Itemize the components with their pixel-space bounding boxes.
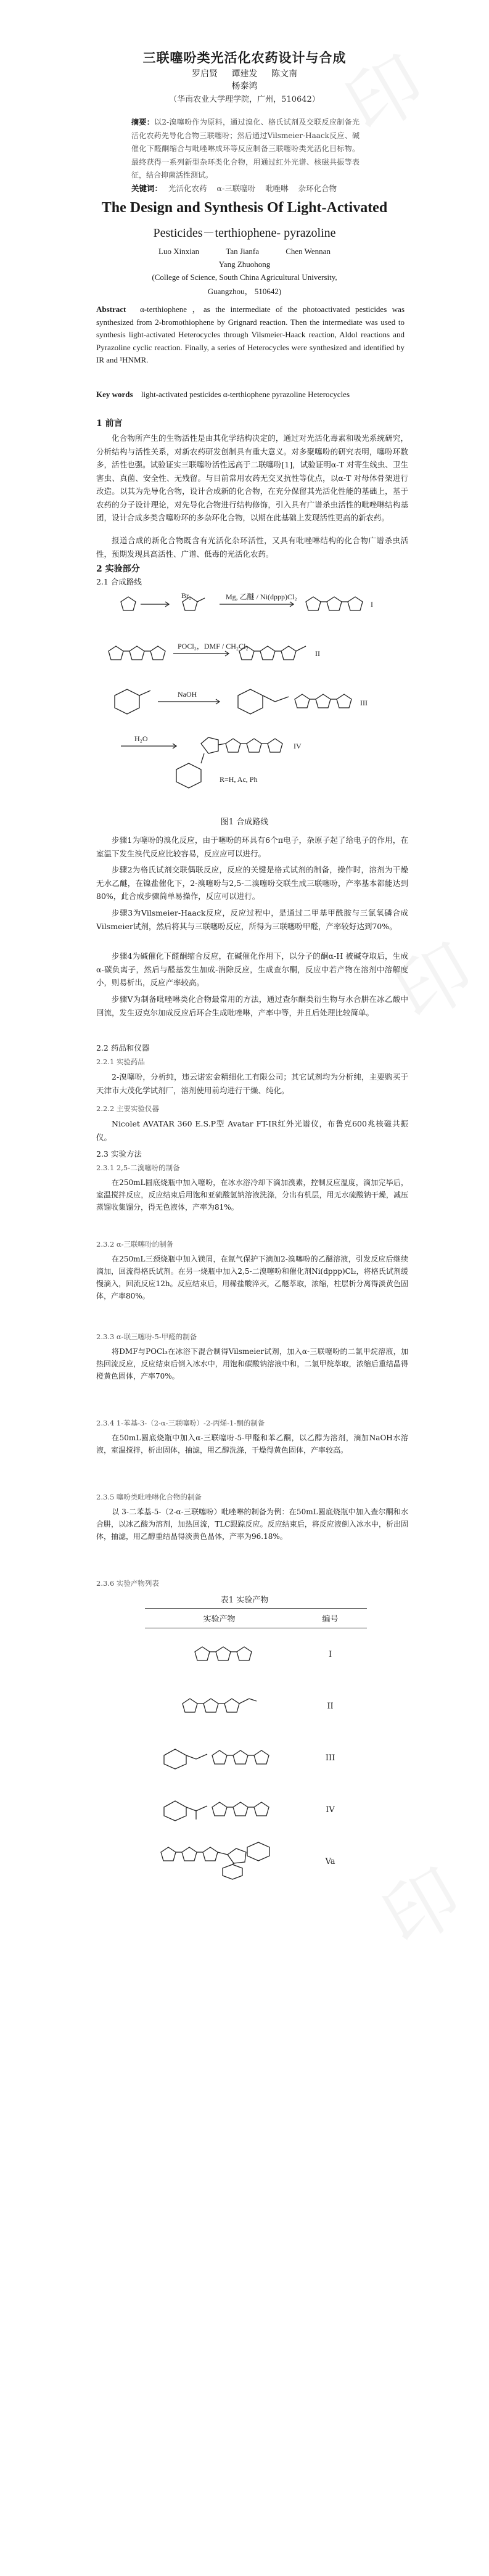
reagent-label: NaOH xyxy=(178,690,197,699)
thiophene-ring xyxy=(260,646,275,660)
english-author: Tan Jianfa xyxy=(226,247,259,256)
benzene-ring xyxy=(176,763,201,788)
subsubsection-heading: 2.2.2 主要实验仪器 xyxy=(96,1104,159,1113)
english-abstract-text: α-terthiophene ，as the intermediate of the photoactivated pesticides was synthesized from 2-bromothiophene by Grignard reaction. Then the intermediate was used to synthesis light-activated Heterocycles through Vilsmeier-Haack reaction, Aldol reactions and Pyrazoline cyclic reaction. Finally, a series of Heterocycles were synthesized and identified by IR and ¹HNMR. xyxy=(96,305,405,364)
paragraph: 步骤4为碱催化下醛酮缩合反应，在碱催化作用下，以分子的酮α-H 被碱夺取后，生成α-碳负离子，然后与醛基发生加成-消除反应，生成查尔酮，反应中若产物在溶剂中溶解度小，则易析出，反应产率较高。 xyxy=(96,951,408,987)
figure-caption: 图1 合成路线 xyxy=(220,818,269,827)
paragraph: Nicolet AVATAR 360 E.S.P型 Avatar FT-IR红外光谱仪，布鲁克600兆核磁共振仪。 xyxy=(96,1119,408,1142)
thiophene-ring xyxy=(295,694,310,708)
table-row xyxy=(145,1628,367,1681)
english-keywords-text: light-activated pesticides α-terthiophene pyrazoline Heterocycles xyxy=(141,390,350,399)
subsection-heading: 2.3 实验方法 xyxy=(96,1149,142,1159)
table-title: 表1 实验产物 xyxy=(220,1596,269,1605)
molecule-structure xyxy=(145,1732,294,1784)
author-name: 罗启贤 xyxy=(192,69,218,79)
english-title-line2: Pesticides－terthiophene- pyrazoline xyxy=(153,226,336,240)
thiophene-ring xyxy=(109,646,123,660)
watermark: 印 xyxy=(332,39,439,152)
product-number: II xyxy=(327,1701,334,1711)
subsubsection-heading: 2.3.4 1-苯基-3-（2-α-三联噻吩）-2-丙烯-1-酮的制备 xyxy=(96,1419,265,1427)
structure-drawing xyxy=(158,1795,281,1822)
table-header-cell: 实验产物 xyxy=(145,1609,294,1628)
paragraph: 在250mL圆底烧瓶中加入噻吩，在冰水浴冷却下滴加溴素，控制反应温度，滴加完毕后，室温搅拌反应，反应结束后用饱和亚硫酸氢钠溶液洗涤，分出有机层，用无水硫酸钠干燥，减压蒸馏收集馏分，得无色液体，产率为81%。 xyxy=(96,1178,408,1212)
product-number: Va xyxy=(325,1856,335,1866)
subsection-heading: 2.1 合成路线 xyxy=(96,577,142,586)
paragraph: 在50mL圆底烧瓶中加入α-三联噻吩-5-甲醛和苯乙酮，以乙醇为溶剂，滴加NaOH水溶液，室温搅拌，析出固体，抽滤，用乙醇洗涤，干燥得黄色固体，产率较高。 xyxy=(96,1434,408,1454)
english-abstract-label: Abstract xyxy=(96,305,126,314)
paragraph: 步骤1为噻吩的溴化反应，由于噻吩的环具有6个π电子，杂原子起了给电子的作用，在室温下发生溴代反应比较容易，反应应可以进行。 xyxy=(96,835,408,858)
table-row xyxy=(145,1784,367,1836)
compound-label: III xyxy=(360,699,368,707)
keyword: 吡唑啉 xyxy=(265,184,289,193)
thiophene-ring xyxy=(268,739,282,752)
keywords-cn xyxy=(131,183,378,194)
paragraph: 报道合成的新化合物既含有光活化杂环活性，又具有吡唑啉结构的化合物广谱杀虫活性，预期发现具高活性、广谱、低毒的光活化农药。 xyxy=(96,536,408,559)
benzene-ring xyxy=(115,689,139,714)
author-name: 陈文南 xyxy=(271,69,297,79)
structure-drawing xyxy=(158,1743,281,1770)
abstract-cn xyxy=(131,116,360,183)
paragraph: 在250mL三颈烧瓶中加入镁屑，在氮气保护下滴加2-溴噻吩的乙醚溶液，引发反应后继续滴加，回流得格氏试剂。在另一烧瓶中加入2,5-二溴噻吩和催化剂Ni(dppp)Cl₂，将格氏试剂缓慢滴入，回流反应12h。反应结束后，用稀盐酸淬灭，乙醚萃取，浓缩，柱层析分离得淡黄色固体，产率80%。 xyxy=(96,1255,408,1300)
subsubsection-heading: 2.3.2 α-三联噻吩的制备 xyxy=(96,1240,174,1249)
paragraph: 2-溴噻吩，分析纯，违云诺宏金精细化工有限公司；其它试剂均为分析纯，主要购买于天津市大茂化学试剂厂，溶剂使用前均进行干燥、纯化。 xyxy=(96,1072,408,1095)
paragraph: 以 3-二苯基-5-（2-α-三联噻吩）吡唑啉的制备为例：在50mL圆底烧瓶中加入查尔酮和水合肼，以冰乙酸为溶剂，加热回流，TLC跟踪反应。反应结束后，将反应液倒入冰水中，析出固体，抽滤，用乙醇重结晶得淡黄色晶体，产率为96.18%。 xyxy=(96,1507,408,1541)
subsubsection-heading: 2.2.1 实验药品 xyxy=(96,1057,145,1066)
structure-drawing xyxy=(155,1839,284,1882)
english-author-list xyxy=(0,247,489,256)
thiophene-ring xyxy=(247,739,261,752)
product-number: I xyxy=(328,1649,332,1659)
thiophene-ring xyxy=(121,597,136,610)
paper-title: 三联噻吩类光活化农药设计与合成 xyxy=(142,51,347,65)
thiophene-ring xyxy=(129,646,144,660)
section-heading: 1 前言 xyxy=(96,419,123,429)
thiophene-ring xyxy=(306,597,321,610)
author-list xyxy=(0,67,489,80)
benzene-ring xyxy=(238,689,263,714)
english-keywords-label: Key words xyxy=(96,390,133,399)
english-author: Yang Zhuohong xyxy=(218,260,271,269)
paragraph: 化合物所产生的生物活性是由其化学结构决定的，通过对光活化毒素和吸光系统研究，分析结构与活性关系，对新农药研发创制具有重大意义。对多聚噻吩的研究表明，噻吩环数多，活性也强。试验证实三联噻吩活性远高于二联噻吩[1]，试验证明α-T 对寄生线虫、卫生害虫、真菌、安全性、无残留。与目前常用农药无交叉抗性等优点，以α-T 对母体骨架进行改造。以其为先导化合物，设计合成新的化合物，在充分保留其光活化性能的基础上，基于农药的分子设计理论，对先导化合物进行结构修饰，引入具有广谱杀虫活性的吡唑啉结构基团，设计合成多类含噻吩环的多杂环化合物，以期在此基础上发现活性更高的新农药。 xyxy=(96,433,408,522)
pyrazoline-ring xyxy=(201,737,218,753)
abstract-label: 摘要： xyxy=(131,118,155,126)
subsubsection-heading: 2.3.1 2,5-二溴噻吩的制备 xyxy=(96,1163,180,1172)
product-number: III xyxy=(325,1753,335,1763)
english-author: Chen Wennan xyxy=(286,247,331,256)
r-group-label: R=H, Ac, Ph xyxy=(220,775,258,784)
products-table xyxy=(145,1608,367,1887)
compound-label: II xyxy=(315,649,320,658)
thiophene-ring xyxy=(327,597,342,610)
keyword: 杂环化合物 xyxy=(298,184,337,193)
paragraph: 步骤V为制备吡唑啉类化合物最常用的方法，通过查尔酮类衍生物与水合肼在冰乙酸中回流，发生迈克尔加成反应后环合生成吡唑啉，产率中等，并且后处理比较简单。 xyxy=(96,995,408,1017)
keyword: α-三联噻吩 xyxy=(216,184,256,193)
keyword: 光活化农药 xyxy=(168,184,207,193)
bond xyxy=(197,598,205,602)
synthesis-scheme-figure xyxy=(96,585,408,806)
abstract-text: 以2-溴噻吩作为原料，通过溴化、格氏试剂及交联反应制备光活化农药先导化合物三联噻吩；然后通过Vilsmeier-Haack反应、碱催化下醛酮缩合与吡唑啉成环等反应制备三联噻吩类光活化目标物。最终获得一系列新型杂环类化合物，用通过红外光谱、核磁共振等表征，结合抑菌活性测试。 xyxy=(131,118,360,179)
thiophene-ring xyxy=(281,646,296,660)
product-number: IV xyxy=(326,1805,335,1815)
subsubsection-heading: 2.3.3 α-联三噻吩-5-甲醛的制备 xyxy=(96,1332,197,1341)
molecule-structure xyxy=(145,1784,294,1836)
english-city: Guangzhou， 510642) xyxy=(207,287,282,296)
compound-label: I xyxy=(371,600,373,609)
molecule-structure xyxy=(145,1836,294,1887)
author-name: 谭建发 xyxy=(231,69,258,79)
paragraph: 将DMF与POCl₃在冰浴下混合制得Vilsmeier试剂，加入α-三联噻吩的二氯甲烷溶液，加热回流反应，反应结束后倒入冰水中，用饱和碳酸钠溶液中和，二氯甲烷萃取，浓缩后重结晶得橙黄色固体，产率70%。 xyxy=(96,1347,408,1380)
table-row xyxy=(145,1732,367,1784)
paragraph: 步骤3为Vilsmeier-Haack反应，反应过程中，是通过二甲基甲酰胺与三氯氧磷合成Vilsmeier试剂，然后将其与三联噻吩反应，所得为三联噻吩甲醛，产率较好达到70%。 xyxy=(96,908,408,931)
watermark: 印 xyxy=(381,927,488,1040)
thiophene-ring xyxy=(150,646,165,660)
molecule-structure xyxy=(145,1628,294,1681)
english-affiliation: (College of Science, South China Agricultural University, xyxy=(152,273,337,282)
table-row xyxy=(145,1680,367,1732)
table-header-cell: 编号 xyxy=(294,1609,367,1628)
paragraph: 步骤2为格氏试剂交联偶联反应，反应的关键是格式试剂的制备，操作时，溶剂为干燥无水乙醚，在镍盐催化下，2-溴噻吩与2,5-二溴噻吩交联生成三联噻吩，产率基本都能达到80%，此合成步骤简单易操作，反应可以进行。 xyxy=(96,865,408,901)
subsection-heading: 2.2 药品和仪器 xyxy=(96,1043,150,1052)
english-author: Luo Xinxian xyxy=(158,247,200,256)
subsubsection-heading: 2.3.6 实验产物列表 xyxy=(96,1579,159,1588)
thiophene-ring xyxy=(348,597,363,610)
thiophene-ring xyxy=(226,739,240,752)
english-title: The Design and Synthesis Of Light-Activated xyxy=(101,200,388,216)
keywords-label: 关键词： xyxy=(131,184,163,193)
author-name: 杨泰鸿 xyxy=(231,81,258,91)
reagent-label: Br₂ xyxy=(181,591,192,600)
compound-label: IV xyxy=(294,742,302,750)
reagent-label: H₂O xyxy=(134,734,148,743)
reagent-label: Mg, 乙醚 / Ni(dppp)Cl₂ xyxy=(226,593,297,601)
subsubsection-heading: 2.3.5 噻吩类吡唑啉化合物的制备 xyxy=(96,1493,202,1501)
english-abstract xyxy=(96,303,405,367)
thiophene-ring xyxy=(316,694,331,708)
affiliation: （华南农业大学理学院，广州，510642） xyxy=(169,95,320,104)
table-row xyxy=(145,1836,367,1887)
structure-drawing xyxy=(176,1641,263,1665)
molecule-structure xyxy=(145,1680,294,1732)
english-keywords xyxy=(96,390,417,400)
table-header-row xyxy=(145,1609,367,1628)
watermark: 印 xyxy=(369,1852,476,1964)
thiophene-ring xyxy=(337,694,351,708)
structure-drawing xyxy=(170,1692,269,1717)
section-heading: 2 实验部分 xyxy=(96,564,140,574)
reagent-label: POCl₃，DMF / CH₂Cl₂ xyxy=(178,642,249,650)
